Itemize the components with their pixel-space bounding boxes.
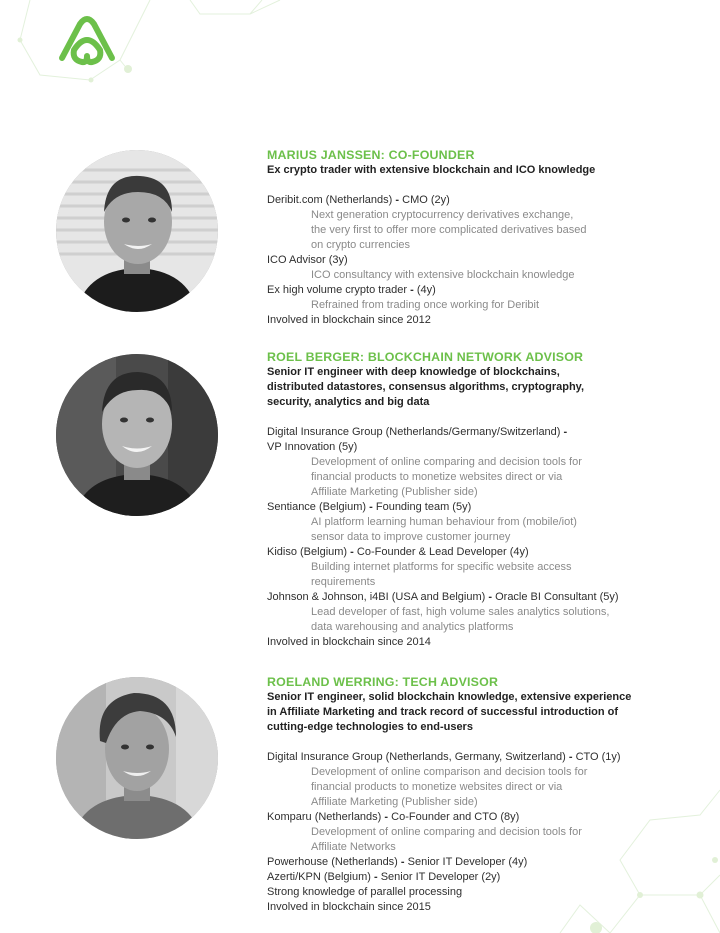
experience-entry: Azerti/KPN (Belgium) - Senior IT Developer (2y) (267, 871, 501, 883)
experience-entry: Powerhouse (Netherlands) - Senior IT Developer (4y) (267, 856, 528, 868)
experience-entry: Sentiance (Belgium) - Founding team (5y) (267, 501, 472, 513)
experience-description: the very first to offer more complicated derivatives based (311, 224, 587, 236)
experience-description: Development of online comparing and decision tools for (311, 456, 582, 468)
member-info (267, 675, 697, 915)
experience-description: ICO consultancy with extensive blockchain knowledge (311, 269, 575, 281)
experience-entry: Johnson & Johnson, i4BI (USA and Belgium) - Oracle BI Consultant (5y) (267, 591, 619, 603)
experience-description: sensor data to improve customer journey (311, 531, 511, 543)
experience-description: on crypto currencies (311, 239, 411, 251)
experience-description: Development of online comparing and decision tools for (311, 826, 582, 838)
experience-entry: Digital Insurance Group (Netherlands, Germany, Switzerland) - CTO (1y) (267, 751, 621, 763)
experience-description: Development of online comparison and decision tools for (311, 766, 588, 778)
member-name: MARIUS JANSSEN: CO-FOUNDER (267, 148, 475, 162)
member-name: ROELAND WERRING: TECH ADVISOR (267, 675, 499, 689)
experience-list (267, 750, 697, 915)
experience-entry: Kidiso (Belgium) - Co-Founder & Lead Developer (4y) (267, 546, 529, 558)
experience-description: financial products to monetize websites direct or via (311, 781, 563, 793)
experience-description: Affiliate Networks (311, 841, 396, 853)
experience-description: data warehousing and analytics platforms (311, 621, 514, 633)
experience-list (267, 425, 697, 650)
experience-entry: Deribit.com (Netherlands) - CMO (2y) (267, 194, 450, 206)
experience-list (267, 193, 697, 328)
member-name: ROEL BERGER: BLOCKCHAIN NETWORK ADVISOR (267, 350, 584, 364)
experience-entry: Strong knowledge of parallel processing (267, 886, 463, 898)
green-monogram-logo (56, 16, 118, 70)
experience-entry: Involved in blockchain since 2015 (267, 901, 431, 913)
experience-description: Refrained from trading once working for Deribit (311, 299, 540, 311)
member-info (267, 148, 697, 328)
experience-description: Building internet platforms for specific website access (311, 561, 572, 573)
avatar-roeland-werring (56, 677, 218, 839)
experience-description: financial products to monetize websites direct or via (311, 471, 563, 483)
experience-entry: ICO Advisor (3y) (267, 254, 348, 266)
member-tagline: Ex crypto trader with extensive blockchain and ICO knowledge (267, 164, 596, 176)
experience-description: AI platform learning human behaviour from (mobile/iot) (311, 516, 577, 528)
avatar-marius-janssen (56, 150, 218, 312)
experience-entry: Komparu (Netherlands) - Co-Founder and CTO (8y) (267, 811, 520, 823)
experience-description: Affiliate Marketing (Publisher side) (311, 796, 478, 808)
experience-entry: Digital Insurance Group (Netherlands/Germany/Switzerland) - (267, 426, 568, 438)
experience-description: Lead developer of fast, high volume sales analytics solutions, (311, 606, 610, 618)
member-tagline: Senior IT engineer, solid blockchain knowledge, extensive experience in Affiliate Marketing and track record of successful introduction of cutting-edge technologies to end-users (267, 691, 632, 733)
avatar-roel-berger (56, 354, 218, 516)
experience-entry: Involved in blockchain since 2014 (267, 636, 431, 648)
experience-entry: Involved in blockchain since 2012 (267, 314, 431, 326)
experience-entry: Ex high volume crypto trader - (4y) (267, 284, 436, 296)
member-tagline: Senior IT engineer with deep knowledge of blockchains, distributed datastores, consensus algorithms, cryptography, security, analytics and big data (267, 366, 585, 408)
experience-description: Next generation cryptocurrency derivatives exchange, (311, 209, 574, 221)
experience-entry: VP Innovation (5y) (267, 441, 358, 453)
experience-description: requirements (311, 576, 376, 588)
member-info (267, 350, 697, 650)
experience-description: Affiliate Marketing (Publisher side) (311, 486, 478, 498)
